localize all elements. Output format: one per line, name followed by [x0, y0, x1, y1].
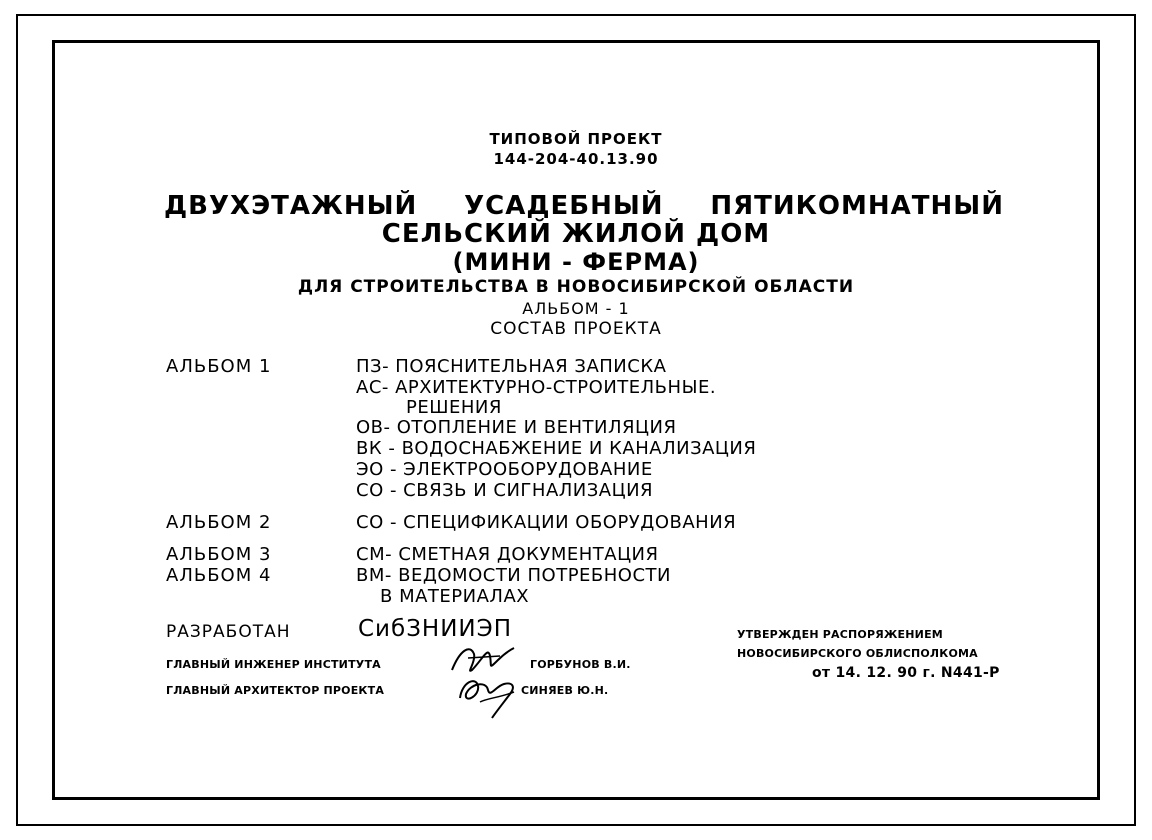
- album-number: АЛЬБОМ - 1: [522, 299, 630, 318]
- title-word-1: ДВУХЭТАЖНЫЙ: [164, 191, 418, 221]
- title-word-3: ПЯТИКОМНАТНЫЙ: [710, 191, 1004, 221]
- title-line-3: (МИНИ - ФЕРМА): [452, 248, 700, 276]
- album-3-item: СМ- СМЕТНАЯ ДОКУМЕНТАЦИЯ: [356, 544, 659, 565]
- album-1-item: ОВ- ОТОПЛЕНИЕ И ВЕНТИЛЯЦИЯ: [356, 417, 677, 438]
- chief-engineer-role: ГЛАВНЫЙ ИНЖЕНЕР ИНСТИТУТА: [166, 658, 381, 671]
- album-4-item: В МАТЕРИАЛАХ: [380, 586, 530, 607]
- album-1-item: РЕШЕНИЯ: [406, 397, 502, 418]
- chief-architect-name: СИНЯЕВ Ю.Н.: [521, 684, 609, 697]
- chief-architect-role: ГЛАВНЫЙ АРХИТЕКТОР ПРОЕКТА: [166, 684, 385, 697]
- contents-heading: СОСТАВ ПРОЕКТА: [490, 319, 662, 339]
- developed-label: РАЗРАБОТАН: [166, 622, 291, 642]
- album-4-label: АЛЬБОМ 4: [166, 565, 272, 586]
- developer-name: СибЗНИИЭП: [358, 616, 512, 642]
- album-2-label: АЛЬБОМ 2: [166, 512, 272, 533]
- album-4-item: ВМ- ВЕДОМОСТИ ПОТРЕБНОСТИ: [356, 565, 672, 586]
- project-number: 144-204-40.13.90: [493, 150, 659, 168]
- album-1-item: ПЗ- ПОЯСНИТЕЛЬНАЯ ЗАПИСКА: [356, 356, 667, 377]
- album-1-item: ЭО - ЭЛЕКТРООБОРУДОВАНИЕ: [356, 459, 653, 480]
- approval-line-1: УТВЕРЖДЕН РАСПОРЯЖЕНИЕМ: [737, 628, 943, 641]
- album-1-label: АЛЬБОМ 1: [166, 356, 272, 377]
- signature-architect: [452, 668, 524, 722]
- title-line-2: СЕЛЬСКИЙ ЖИЛОЙ ДОМ: [381, 219, 771, 249]
- album-1-item: АС- АРХИТЕКТУРНО-СТРОИТЕЛЬНЫЕ.: [356, 377, 717, 398]
- approval-line-2: НОВОСИБИРСКОГО ОБЛИСПОЛКОМА: [737, 647, 978, 660]
- title-line-4: ДЛЯ СТРОИТЕЛЬСТВА В НОВОСИБИРСКОЙ ОБЛАСТИ: [297, 277, 855, 297]
- title-line-1: [164, 193, 1004, 219]
- album-1-item: СО - СВЯЗЬ И СИГНАЛИЗАЦИЯ: [356, 480, 654, 501]
- title-word-2: УСАДЕБНЫЙ: [464, 191, 664, 221]
- album-3-label: АЛЬБОМ 3: [166, 544, 272, 565]
- approval-line-3: от 14. 12. 90 г. N441-Р: [812, 665, 1000, 681]
- project-type: ТИПОВОЙ ПРОЕКТ: [489, 130, 663, 148]
- chief-engineer-name: ГОРБУНОВ В.И.: [530, 658, 631, 671]
- album-2-item: СО - СПЕЦИФИКАЦИИ ОБОРУДОВАНИЯ: [356, 512, 737, 533]
- album-1-item: ВК - ВОДОСНАБЖЕНИЕ И КАНАЛИЗАЦИЯ: [356, 438, 757, 459]
